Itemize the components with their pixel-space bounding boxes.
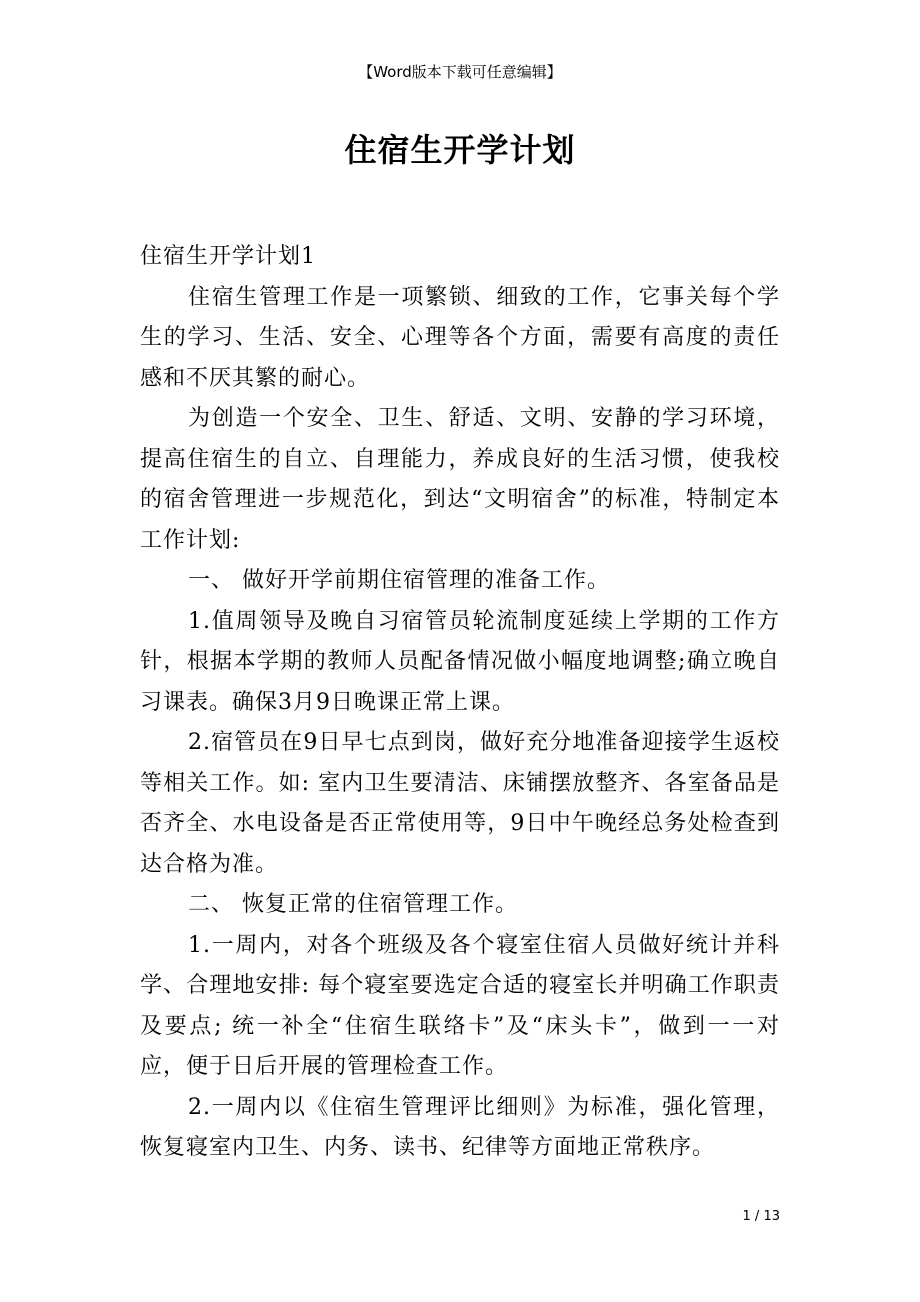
page-number: 1 / 13 <box>742 1209 780 1224</box>
document-header: 【Word版本下载可任意编辑】 <box>358 63 562 81</box>
paragraph: 2.宿管员在9日早七点到岗，做好充分地准备迎接学生返校等相关工作。如: 室内卫生要清洁、床铺摆放整齐、各室备品是否齐全、水电设备是否正常使用等，9日中午晚经总务处检查到达合格为准。 <box>140 730 780 877</box>
paragraph: 1.值周领导及晚自习宿管员轮流制度延续上学期的工作方针，根据本学期的教师人员配备情况做小幅度地调整;确立晚自习课表。确保3月9日晚课正常上课。 <box>140 608 780 715</box>
subheading: 住宿生开学计划1 <box>140 244 316 269</box>
document-title: 住宿生开学计划 <box>344 131 576 169</box>
paragraph: 住宿生管理工作是一项繁锁、细致的工作，它事关每个学生的学习、生活、安全、心理等各个方面，需要有高度的责任感和不厌其繁的耐心。 <box>140 284 780 391</box>
section-heading: 一、 做好开学前期住宿管理的准备工作。 <box>188 568 610 593</box>
paragraph: 为创造一个安全、卫生、舒适、文明、安静的学习环境，提高住宿生的自立、自理能力，养成良好的生活习惯，使我校的宿舍管理进一步规范化，到达“文明宿舍”的标准，特制定本工作计划: <box>140 406 780 553</box>
document-body <box>140 237 780 1169</box>
paragraph: 2.一周内以《住宿生管理评比细则》为标准，强化管理，恢复寝室内卫生、内务、读书、纪律等方面地正常秩序。 <box>140 1094 780 1160</box>
section-heading: 二、 恢复正常的住宿管理工作。 <box>188 892 518 917</box>
paragraph: 1.一周内，对各个班级及各个寝室住宿人员做好统计并科学、合理地安排: 每个寝室要选定合适的寝室长并明确工作职责及要点; 统一补全“住宿生联络卡”及“床头卡”，做到一一对应，便于日后开展的管理检查工作。 <box>140 932 780 1079</box>
